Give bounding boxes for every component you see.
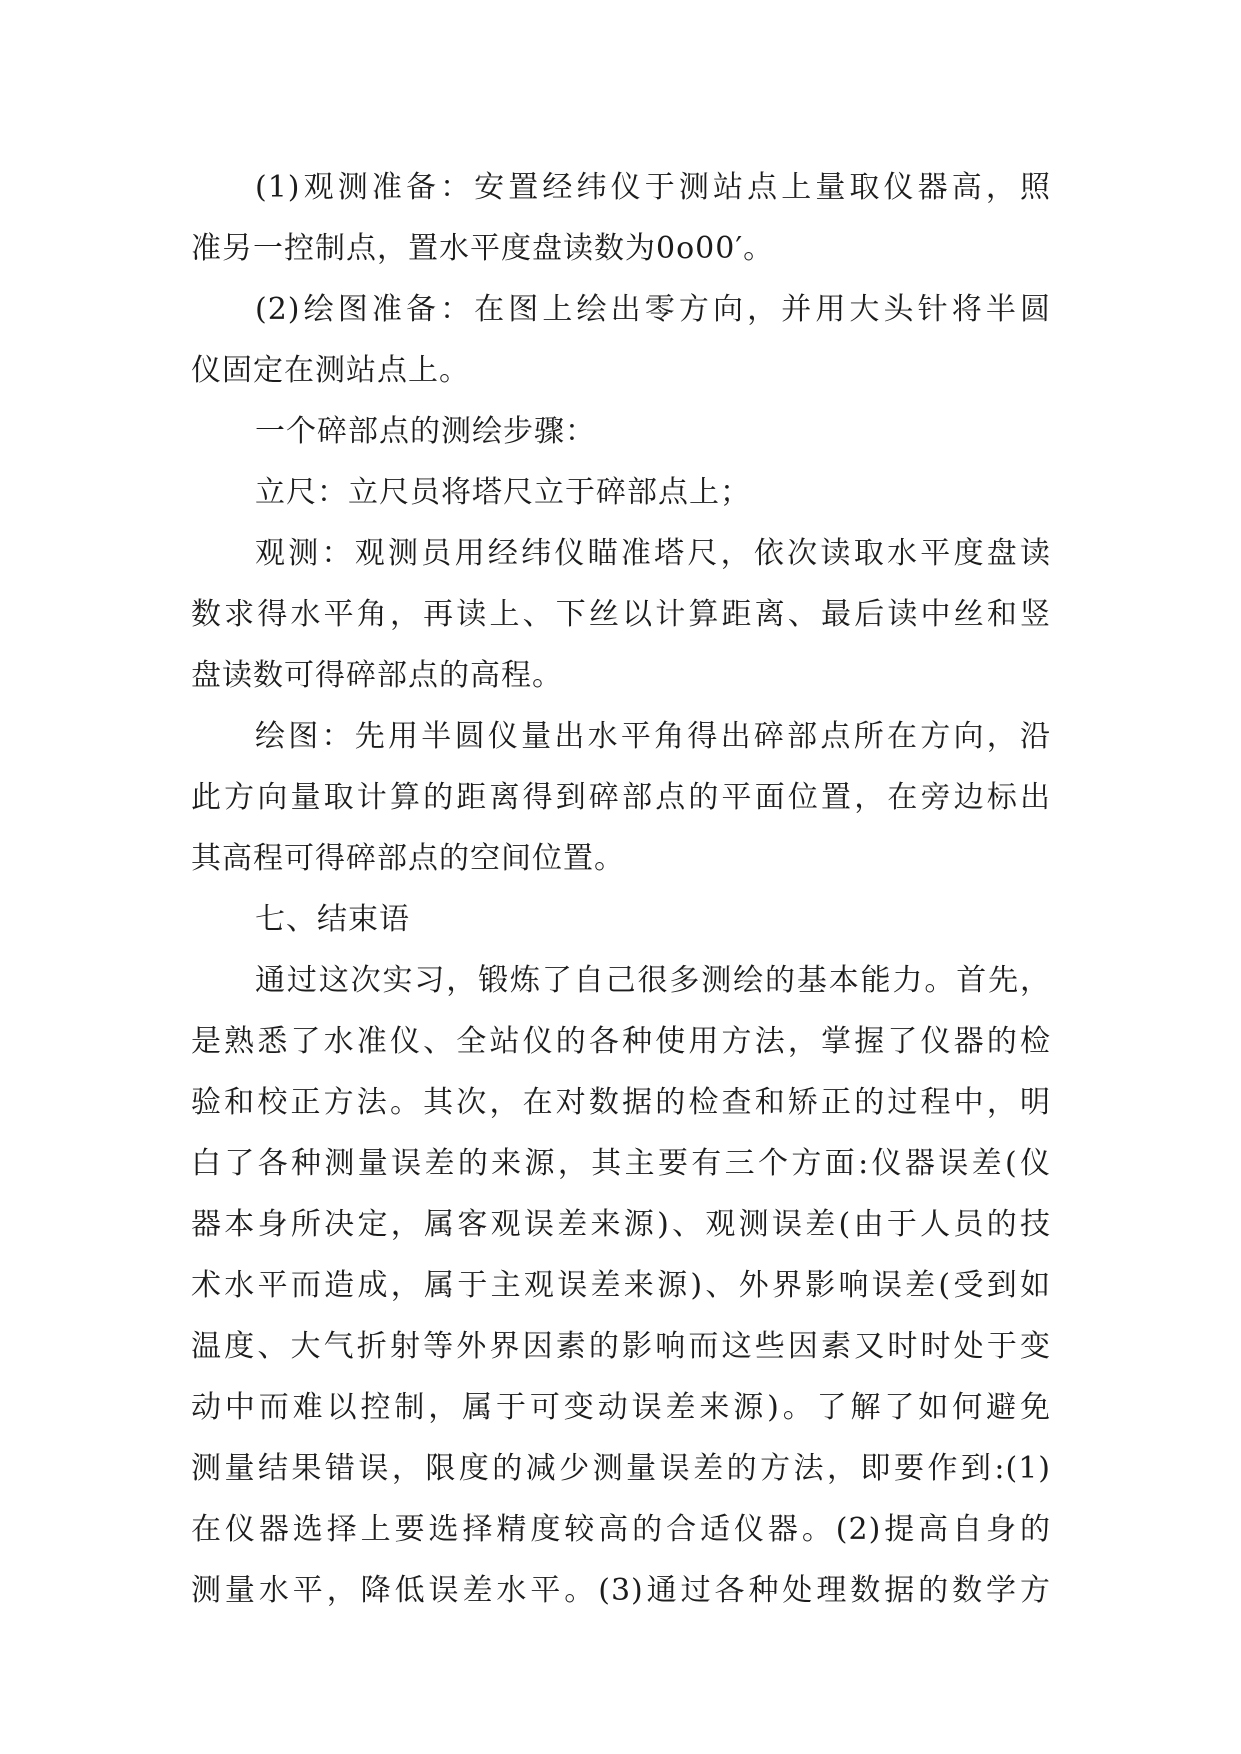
paragraph-line: 是熟悉了水准仪、全站仪的各种使用方法，掌握了仪器的检: [191, 1024, 1051, 1059]
paragraph-line: 绘图：先用半圆仪量出水平角得出碎部点所在方向，沿: [255, 719, 1051, 754]
paragraph-line: 测量结果错误，限度的减少测量误差的方法，即要作到:(1): [191, 1451, 1051, 1486]
paragraph-line: (1)观测准备：安置经纬仪于测站点上量取仪器高，照: [255, 170, 1051, 205]
paragraph-line: 盘读数可得碎部点的高程。: [191, 658, 563, 693]
paragraph-line: 此方向量取计算的距离得到碎部点的平面位置，在旁边标出: [191, 780, 1051, 815]
paragraph-line: (2)绘图准备：在图上绘出零方向，并用大头针将半圆: [255, 292, 1051, 327]
paragraph-line: 验和校正方法。其次，在对数据的检查和矫正的过程中，明: [191, 1085, 1051, 1120]
paragraph-line: 白了各种测量误差的来源，其主要有三个方面:仪器误差(仪: [191, 1146, 1051, 1181]
paragraph-line: 术水平而造成，属于主观误差来源)、外界影响误差(受到如: [191, 1268, 1051, 1303]
section-heading: 七、结束语: [255, 902, 410, 937]
paragraph-line: 动中而难以控制，属于可变动误差来源)。了解了如何避免: [191, 1390, 1051, 1425]
paragraph-line: 通过这次实习，锻炼了自己很多测绘的基本能力。首先，: [255, 963, 1051, 998]
paragraph-line: 温度、大气折射等外界因素的影响而这些因素又时时处于变: [191, 1329, 1051, 1364]
paragraph-line: 观测：观测员用经纬仪瞄准塔尺，依次读取水平度盘读: [255, 536, 1051, 571]
paragraph-line: 数求得水平角，再读上、下丝以计算距离、最后读中丝和竖: [191, 597, 1051, 632]
paragraph-line: 测量水平，降低误差水平。(3)通过各种处理数据的数学方: [191, 1573, 1051, 1608]
paragraph-line: 仪固定在测站点上。: [191, 353, 470, 388]
paragraph-line: 在仪器选择上要选择精度较高的合适仪器。(2)提高自身的: [191, 1512, 1051, 1547]
paragraph-line: 准另一控制点，置水平度盘读数为0o00′。: [191, 231, 775, 266]
paragraph-line: 一个碎部点的测绘步骤：: [255, 414, 596, 449]
document-body: [191, 157, 1051, 1621]
paragraph-line: 其高程可得碎部点的空间位置。: [191, 841, 625, 876]
paragraph-line: 器本身所决定，属客观误差来源)、观测误差(由于人员的技: [191, 1207, 1051, 1242]
paragraph-line: 立尺：立尺员将塔尺立于碎部点上；: [255, 475, 751, 510]
